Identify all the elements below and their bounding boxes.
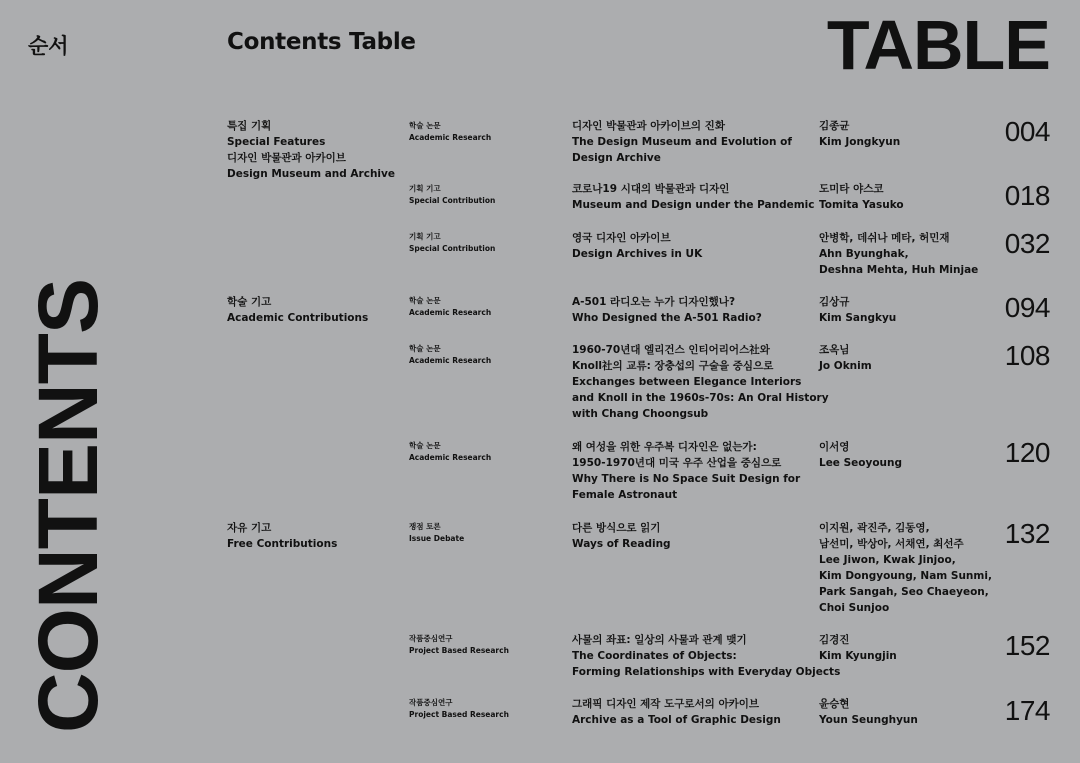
entry-category — [409, 440, 491, 464]
page-number: 032 — [1004, 228, 1050, 259]
title-line: 그래픽 디자인 제작 도구로서의 아카이브 — [572, 698, 760, 710]
big-heading-table: TABLE — [826, 6, 1050, 84]
title-line: 코로나19 시대의 박물관과 디자인 — [572, 183, 730, 195]
section-academic-contributions — [227, 294, 368, 326]
entry-author — [819, 230, 979, 278]
title-line: Exchanges between Elegance Interiors — [572, 376, 802, 388]
entry-title[interactable] — [572, 696, 812, 728]
page-number: 108 — [1004, 340, 1050, 371]
author-line: 이서영 — [819, 441, 850, 453]
section-free-contributions — [227, 520, 337, 552]
author-line: 이지원, 곽진주, 김동영, — [819, 522, 930, 534]
category-korean: 쟁점 토론 — [409, 522, 441, 531]
page-number: 120 — [1004, 437, 1050, 468]
title-line: A-501 라디오는 누가 디자인했나? — [572, 296, 736, 308]
author-line: 남선미, 박상아, 서채연, 최선주 — [819, 538, 964, 550]
author-line: Jo Oknim — [819, 360, 872, 372]
title-line: and Knoll in the 1960s-70s: An Oral History — [572, 392, 829, 404]
author-line: Ahn Byunghak, — [819, 248, 909, 260]
title-line: 1960-70년대 엘리건스 인티어리어스社와 — [572, 344, 770, 356]
section-special-features — [227, 118, 395, 182]
entry-category — [409, 521, 464, 545]
section-line: Free Contributions — [227, 538, 338, 550]
entry-author — [819, 294, 979, 326]
category-english: Academic Research — [409, 133, 492, 142]
title-line: The Design Museum and Evolution of — [572, 136, 792, 148]
author-line: 윤승현 — [819, 698, 850, 710]
entry-title[interactable] — [572, 342, 829, 422]
author-line: Kim Jongkyun — [819, 136, 901, 148]
page-number: 004 — [1004, 116, 1050, 147]
category-english: Academic Research — [409, 356, 492, 365]
title-line: 다른 방식으로 읽기 — [572, 522, 661, 534]
title-line: Design Archives in UK — [572, 248, 703, 260]
page-title: Contents Table — [227, 29, 416, 55]
section-line: 특집 기획 — [227, 120, 272, 132]
section-line: Academic Contributions — [227, 312, 369, 324]
category-english: Special Contribution — [409, 244, 496, 253]
category-korean: 기획 기고 — [409, 184, 441, 193]
title-line: 디자인 박물관과 아카이브의 진화 — [572, 120, 725, 132]
author-line: Kim Sangkyu — [819, 312, 897, 324]
title-line: 왜 여성을 위한 우주복 디자인은 없는가: — [572, 441, 757, 453]
entry-author — [819, 520, 992, 616]
category-korean: 작품중심연구 — [409, 634, 453, 643]
entry-author — [819, 342, 979, 374]
title-line: Museum and Design under the Pandemic — [572, 199, 815, 211]
entry-title[interactable] — [572, 230, 812, 262]
entry-category — [409, 633, 509, 657]
title-line: The Coordinates of Objects: — [572, 650, 737, 662]
author-line: Youn Seunghyun — [819, 714, 918, 726]
title-line: Ways of Reading — [572, 538, 671, 550]
entry-title[interactable] — [572, 181, 815, 213]
page-number: 094 — [1004, 292, 1050, 323]
entry-title[interactable] — [572, 294, 812, 326]
title-line: 사물의 좌표: 일상의 사물과 관계 맺기 — [572, 634, 747, 646]
category-english: Academic Research — [409, 308, 492, 317]
author-line: Kim Kyungjin — [819, 650, 897, 662]
entry-author — [819, 632, 979, 664]
author-line: 김종균 — [819, 120, 850, 132]
page-number: 174 — [1004, 695, 1050, 726]
entry-title[interactable] — [572, 520, 812, 552]
author-line: 김상규 — [819, 296, 850, 308]
section-line: 자유 기고 — [227, 522, 272, 534]
entry-category — [409, 183, 495, 207]
page-label-korean: 순서 — [28, 34, 69, 58]
entry-category — [409, 120, 491, 144]
category-korean: 학술 논문 — [409, 296, 441, 305]
entry-title[interactable] — [572, 439, 812, 503]
section-line: Design Museum and Archive — [227, 168, 395, 180]
author-line: Tomita Yasuko — [819, 199, 904, 211]
entry-author — [819, 439, 979, 471]
author-line: Deshna Mehta, Huh Minjae — [819, 264, 979, 276]
entry-title[interactable] — [572, 118, 812, 166]
author-line: Kim Dongyoung, Nam Sunmi, — [819, 570, 992, 582]
category-korean: 작품중심연구 — [409, 698, 453, 707]
category-english: Academic Research — [409, 453, 492, 462]
category-english: Special Contribution — [409, 196, 496, 205]
title-line: Archive as a Tool of Graphic Design — [572, 714, 781, 726]
category-english: Project Based Research — [409, 646, 509, 655]
category-english: Project Based Research — [409, 710, 509, 719]
entry-author — [819, 181, 979, 213]
author-line: Choi Sunjoo — [819, 602, 890, 614]
title-line: Forming Relationships with Everyday Objects — [572, 666, 841, 678]
title-line: 영국 디자인 아카이브 — [572, 232, 671, 244]
entry-category — [409, 343, 491, 367]
section-line: 학술 기고 — [227, 296, 272, 308]
author-line: Lee Seoyoung — [819, 457, 903, 469]
category-korean: 학술 논문 — [409, 344, 441, 353]
author-line: 안병학, 데쉬나 메타, 허민재 — [819, 232, 950, 244]
page-number: 132 — [1004, 518, 1050, 549]
title-line: Female Astronaut — [572, 489, 678, 501]
title-line: 1950-1970년대 미국 우주 산업을 중심으로 — [572, 457, 782, 469]
title-line: Knoll社의 교류: 장충섭의 구술을 중심으로 — [572, 360, 774, 372]
section-line: 디자인 박물관과 아카이브 — [227, 152, 346, 164]
title-line: Who Designed the A-501 Radio? — [572, 312, 762, 324]
page-number: 018 — [1004, 180, 1050, 211]
category-korean: 학술 논문 — [409, 441, 441, 450]
category-english: Issue Debate — [409, 534, 465, 543]
page-number: 152 — [1004, 630, 1050, 661]
author-line: 김경진 — [819, 634, 850, 646]
category-korean: 학술 논문 — [409, 121, 441, 130]
vertical-heading-contents: CONTENTS — [21, 279, 115, 733]
entry-category — [409, 295, 491, 319]
author-line: Park Sangah, Seo Chaeyeon, — [819, 586, 989, 598]
title-line: with Chang Choongsub — [572, 408, 709, 420]
title-line: Design Archive — [572, 152, 661, 164]
category-korean: 기획 기고 — [409, 232, 441, 241]
author-line: 조옥님 — [819, 344, 850, 356]
entry-category — [409, 231, 495, 255]
entry-author — [819, 696, 979, 728]
section-line: Special Features — [227, 136, 326, 148]
title-line: Why There is No Space Suit Design for — [572, 473, 801, 485]
author-line: 도미타 야스코 — [819, 183, 884, 195]
entry-category — [409, 697, 509, 721]
author-line: Lee Jiwon, Kwak Jinjoo, — [819, 554, 956, 566]
entry-author — [819, 118, 979, 150]
